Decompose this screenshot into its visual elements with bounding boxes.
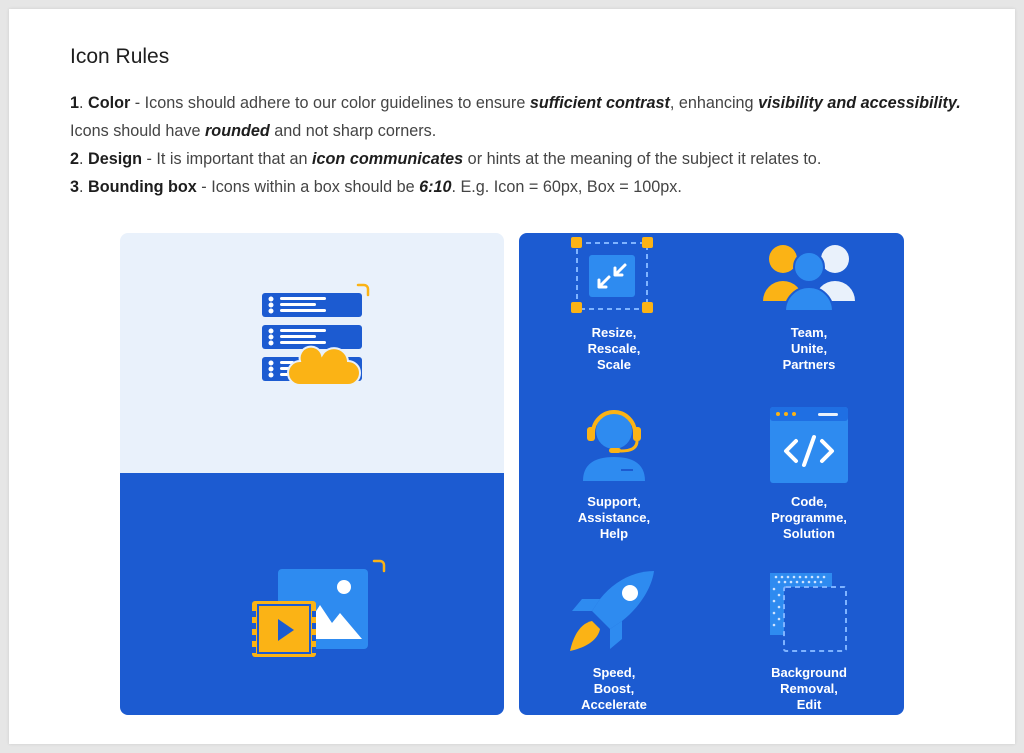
- support-icon: [569, 403, 659, 483]
- image-video-icon: [248, 559, 388, 669]
- light-example: [120, 233, 504, 473]
- page-title: Icon Rules: [70, 45, 170, 68]
- icon-label: Speed, Boost, Accelerate: [581, 665, 647, 712]
- icon-tile-background-removal: [714, 569, 904, 715]
- icon-label: Team, Unite, Partners: [782, 325, 836, 372]
- code-icon: [764, 405, 854, 485]
- rule-design: 2. Design - It is important that an icon communicates or hints at the meaning of the subject it relates to.: [70, 150, 822, 168]
- rule-color: 1. Color - Icons should adhere to our color guidelines to ensure sufficient contrast, enhancing visibility and accessibility. Icons should have rounded and not sharp corners.: [70, 94, 961, 140]
- background-removal-icon: [764, 569, 854, 659]
- icon-tile-rocket: [519, 569, 709, 715]
- icon-label: Code, Programme, Solution: [771, 494, 847, 541]
- rule-bounding-box: 3. Bounding box - Icons within a box should be 6:10. E.g. Icon = 60px, Box = 100px.: [70, 178, 682, 196]
- icon-tile-code: [714, 401, 904, 561]
- icon-tile-team: [714, 233, 904, 393]
- rules-list: [70, 89, 970, 201]
- icon-tile-support: [519, 401, 709, 561]
- icon-label: Support, Assistance, Help: [577, 494, 651, 541]
- icon-examples-panel: [120, 233, 504, 715]
- dark-example: [120, 473, 504, 715]
- icon-grid-panel: [519, 233, 904, 715]
- icon-label: Background Removal, Edit: [771, 665, 847, 712]
- resize-icon: [569, 235, 659, 315]
- rocket-icon: [564, 569, 664, 659]
- server-cloud-icon: [250, 283, 380, 393]
- icon-label: Resize, Rescale, Scale: [587, 325, 641, 372]
- icon-tile-resize: [519, 233, 709, 393]
- team-icon: [759, 237, 859, 317]
